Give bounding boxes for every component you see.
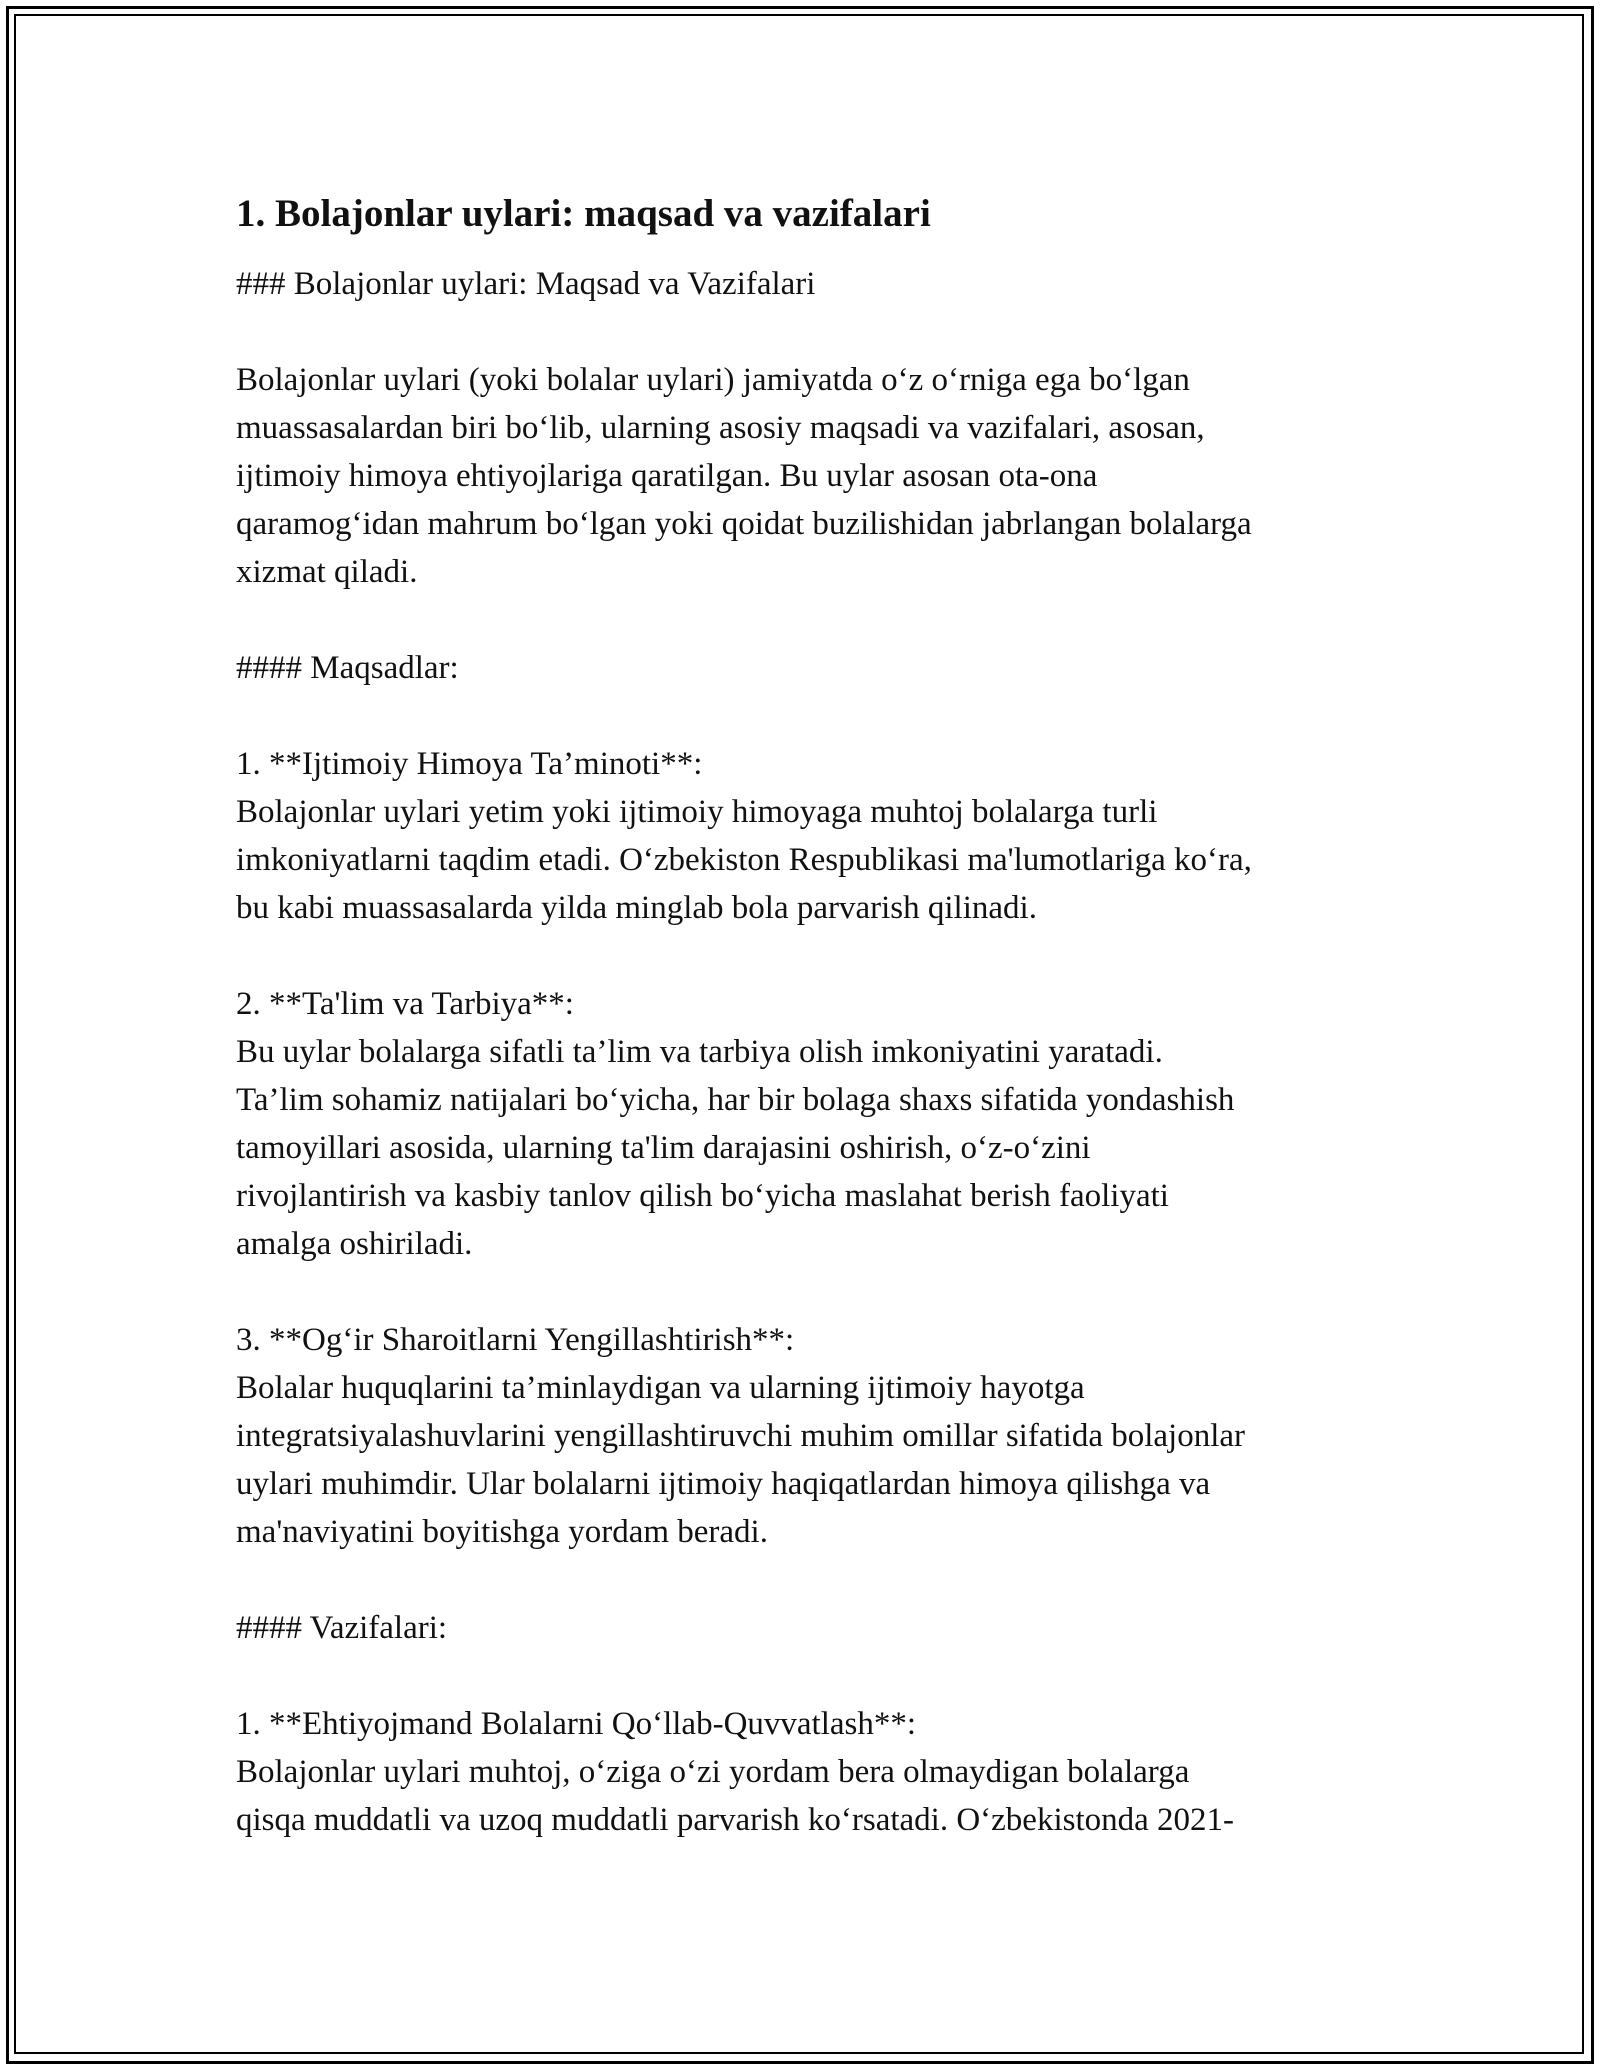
- document-title: 1. Bolajonlar uylari: maqsad va vazifalari: [236, 192, 931, 235]
- maqsad-item-1-text: Bolajonlar uylari yetim yoki ijtimoiy himoyaga muhtoj bolalarga turli imkoniyatlarni taqdim etadi. O‘zbekiston Respublikasi ma'lumotlariga ko‘ra, bu kabi muassasalarda yilda minglab bola parvarish qilinadi.: [236, 794, 1252, 926]
- maqsad-item-2-text: Bu uylar bolalarga sifatli ta’lim va tarbiya olish imkoniyatini yaratadi. Ta’lim sohamiz natijalari bo‘yicha, har bir bolaga shaxs sifatida yondashish tamoyillari asosida, ularning ta'lim darajasini oshirish, o‘z-o‘zini rivojlantirish va kasbiy tanlov qilish bo‘yicha maslahat berish faoliyati amalga oshiriladi.: [236, 1034, 1235, 1262]
- document-body: [236, 186, 1396, 1844]
- maqsad-item-3-text: Bolalar huquqlarini ta’minlaydigan va ularning ijtimoiy hayotga integratsiyalashuvlarini yengillashtiruvchi muhim omillar sifatida bolajonlar uylari muhimdir. Ular bolalarni ijtimoiy haqiqatlardan himoya qilishga va ma'naviyatini boyitishga yordam beradi.: [236, 1370, 1246, 1550]
- vazifa-item-1-heading: 1. **Ehtiyojmand Bolalarni Qo‘llab-Quvvatlash**:: [236, 1706, 917, 1742]
- maqsad-item-2-heading: 2. **Ta'lim va Tarbiya**:: [236, 986, 574, 1022]
- maqsad-item-1-heading: 1. **Ijtimoiy Himoya Ta’minoti**:: [236, 746, 703, 782]
- maqsad-item-3-heading: 3. **Og‘ir Sharoitlarni Yengillashtirish**:: [236, 1322, 795, 1358]
- vazifalari-heading: #### Vazifalari:: [236, 1610, 448, 1646]
- vazifa-item-1-text: Bolajonlar uylari muhtoj, o‘ziga o‘zi yordam bera olmaydigan bolalarga qisqa muddatli va uzoq muddatli parvarish ko‘rsatadi. O‘zbekistonda 2021-: [236, 1754, 1235, 1838]
- maqsadlar-heading: #### Maqsadlar:: [236, 650, 459, 686]
- section-subheading: ### Bolajonlar uylari: Maqsad va Vazifalari: [236, 266, 816, 302]
- intro-paragraph: Bolajonlar uylari (yoki bolalar uylari) jamiyatda o‘z o‘rniga ega bo‘lgan muassasalardan biri bo‘lib, ularning asosiy maqsadi va vazifalari, asosan, ijtimoiy himoya ehtiyojlariga qaratilgan. Bu uylar asosan ota-ona qaramog‘idan mahrum bo‘lgan yoki qoidat buzilishidan jabrlangan bolalarga xizmat qiladi.: [236, 362, 1252, 590]
